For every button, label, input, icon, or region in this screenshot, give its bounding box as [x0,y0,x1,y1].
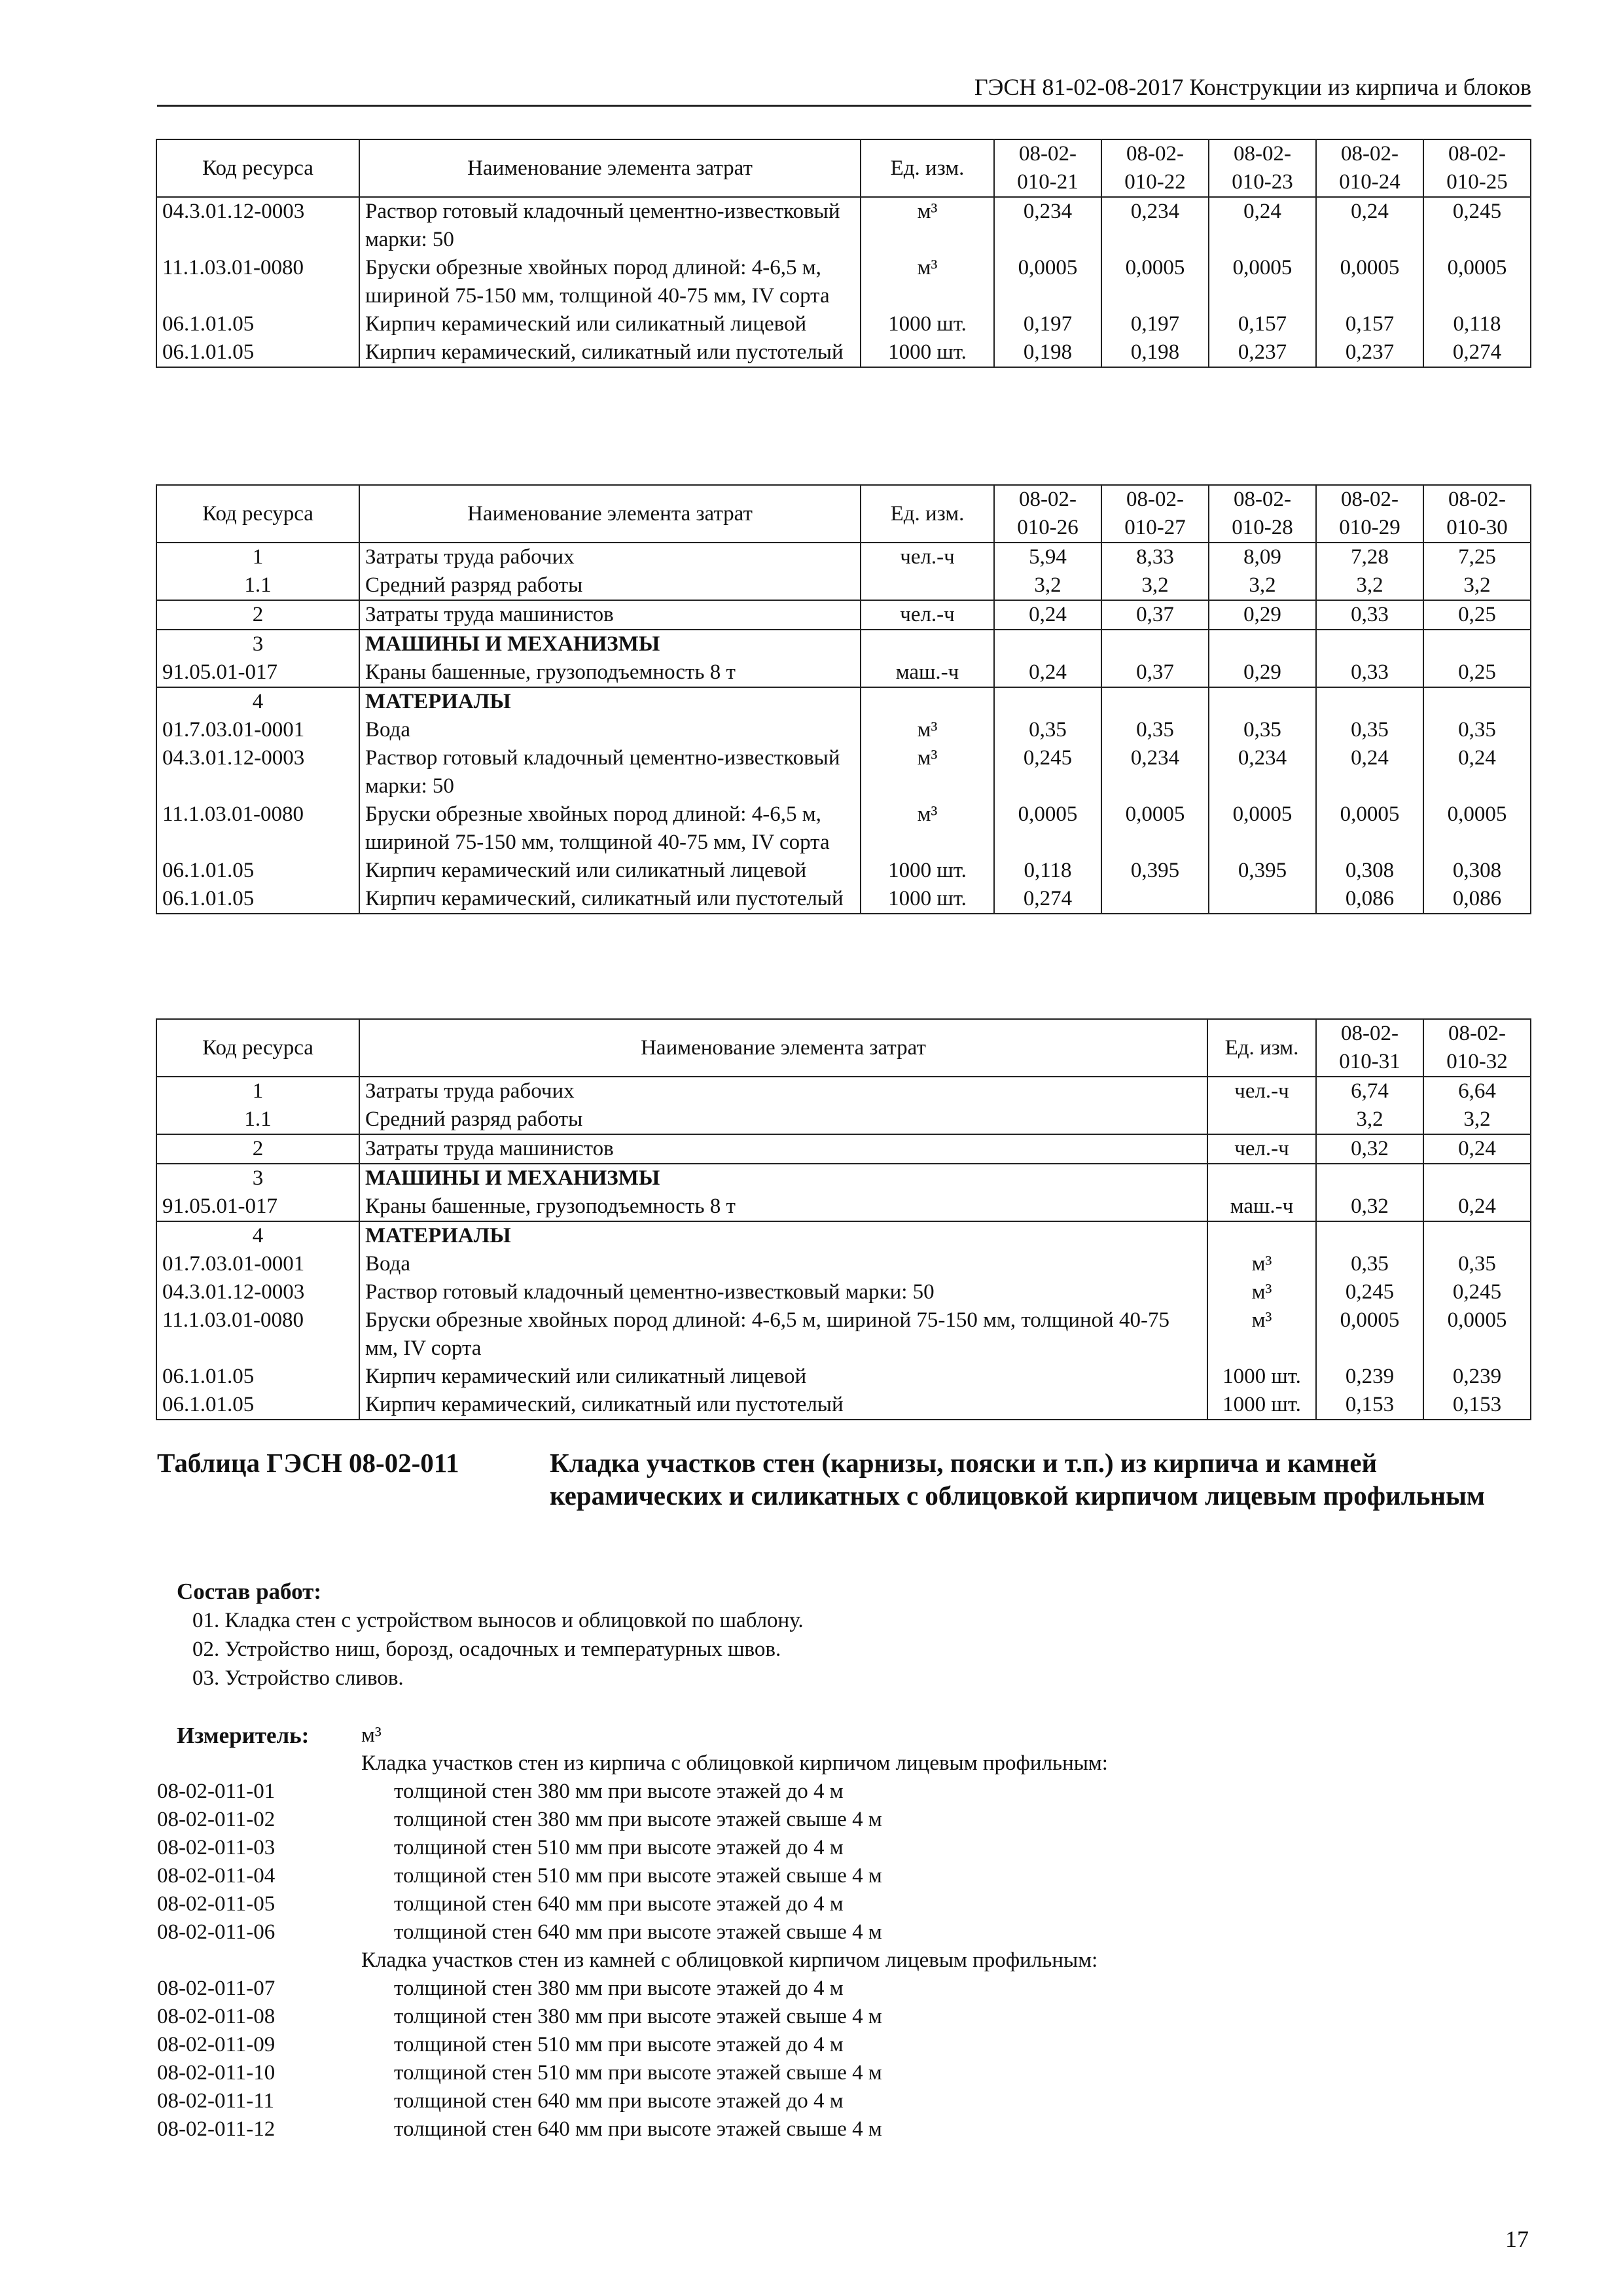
header-unit: Ед. изм. [861,485,994,543]
resource-value: 0,395 [1209,857,1316,885]
resource-value: 0,153 [1316,1391,1423,1420]
header-col: 08-02-010-28 [1209,485,1316,543]
table-row [156,197,1531,254]
resource-value: 0,234 [1101,744,1209,800]
resource-value: 0,308 [1423,857,1531,885]
norm-description: толщиной стен 640 мм при высоте этажей до 4 м [394,1892,844,1916]
resource-name: МАШИНЫ И МЕХАНИЗМЫ [359,1164,1207,1193]
resource-unit [1207,1164,1316,1193]
resource-value: 0,118 [1423,310,1531,338]
table-row [156,338,1531,367]
resource-name: Кирпич керамический или силикатный лицевой [359,857,861,885]
resource-value: 3,2 [1209,571,1316,600]
table-row [156,1306,1531,1363]
resource-value [994,630,1101,658]
resource-value [1209,630,1316,658]
norm-description: толщиной стен 380 мм при высоте этажей до 4 м [394,1977,844,2000]
table-row [156,1134,1531,1164]
table-row [156,800,1531,857]
resource-value [1101,885,1209,914]
resource-table-1 [156,139,1531,368]
table-row [156,543,1531,571]
list-item [157,2031,1531,2059]
resource-value: 0,308 [1316,857,1423,885]
list-item [157,1975,1531,2003]
list-item [157,1890,1531,1918]
resource-name: МАШИНЫ И МЕХАНИЗМЫ [359,630,861,658]
list-item [157,1778,1531,1806]
norm-description: толщиной стен 380 мм при высоте этажей до 4 м [394,1780,844,1803]
resource-unit: маш.-ч [861,658,994,687]
list-item [157,1862,1531,1890]
resource-value: 0,35 [1101,716,1209,744]
resource-value: 0,0005 [1316,800,1423,857]
table-row [156,254,1531,310]
resource-unit [861,687,994,716]
meter-unit: м³ [361,1723,382,1747]
resource-code: 1 [156,1077,359,1105]
resource-value: 0,0005 [1316,1306,1423,1363]
resource-value: 0,24 [1423,1193,1531,1221]
resource-value: 0,0005 [1209,800,1316,857]
works-item: 03. Устройство сливов. [192,1666,404,1690]
resource-unit: чел.-ч [861,600,994,630]
resource-unit: м³ [861,744,994,800]
resource-name: Кирпич керамический, силикатный или пустотелый [359,885,861,914]
norm-description: толщиной стен 640 мм при высоте этажей свыше 4 м [394,2117,882,2141]
resource-value: 0,33 [1316,600,1423,630]
resource-value [1101,687,1209,716]
resource-code: 04.3.01.12-0003 [156,197,359,254]
resource-value: 0,274 [1423,338,1531,367]
header-col: 08-02-010-24 [1316,139,1423,197]
norm-code: 08-02-011-12 [157,2117,276,2141]
works-label: Состав работ: [177,1579,321,1604]
header-col: 08-02-010-25 [1423,139,1531,197]
resource-value: 0,35 [1316,716,1423,744]
resource-value [1316,630,1423,658]
resource-name: МАТЕРИАЛЫ [359,687,861,716]
page-header [157,73,1531,107]
resource-value: 0,24 [1316,197,1423,254]
resource-unit [1207,1105,1316,1134]
resource-code: 04.3.01.12-0003 [156,744,359,800]
resource-name: Средний разряд работы [359,1105,1207,1134]
resource-value: 0,234 [1101,197,1209,254]
resource-value: 0,32 [1316,1193,1423,1221]
resource-value: 0,25 [1423,658,1531,687]
resource-value: 6,74 [1316,1077,1423,1105]
header-col: 08-02-010-32 [1423,1019,1531,1077]
resource-name: Затраты труда рабочих [359,543,861,571]
header-col: 08-02-010-29 [1316,485,1423,543]
resource-value: 0,29 [1209,600,1316,630]
resource-name: Раствор готовый кладочный цементно-известковый марки: 50 [359,1278,1207,1306]
resource-unit: м³ [861,800,994,857]
resource-value: 0,157 [1316,310,1423,338]
resource-value: 0,245 [994,744,1101,800]
resource-value [1423,1164,1531,1193]
resource-value: 3,2 [1423,571,1531,600]
resource-value: 0,0005 [1101,800,1209,857]
table-row [156,1391,1531,1420]
resource-code: 11.1.03.01-0080 [156,800,359,857]
norm-code: 08-02-011-04 [157,1864,276,1888]
resource-unit [1207,1221,1316,1250]
resource-value [1423,687,1531,716]
resource-name: Кирпич керамический, силикатный или пустотелый [359,1391,1207,1420]
norm-description: толщиной стен 510 мм при высоте этажей свыше 4 м [394,2061,882,2085]
resource-value: 0,0005 [994,800,1101,857]
resource-value: 0,32 [1316,1134,1423,1164]
resource-name: Затраты труда машинистов [359,600,861,630]
resource-value: 7,25 [1423,543,1531,571]
resource-value: 8,33 [1101,543,1209,571]
resource-value: 3,2 [1101,571,1209,600]
resource-value: 0,35 [994,716,1101,744]
table-number: Таблица ГЭСН 08-02-011 [157,1448,459,1478]
header-code: Код ресурса [156,1019,359,1077]
table-row [156,571,1531,600]
resource-value: 0,198 [1101,338,1209,367]
norm-code: 08-02-011-08 [157,2005,276,2028]
resource-value: 0,245 [1316,1278,1423,1306]
resource-value: 0,086 [1316,885,1423,914]
resource-unit: м³ [1207,1306,1316,1363]
norm-code: 08-02-011-01 [157,1780,276,1803]
resource-value: 0,237 [1316,338,1423,367]
resource-value: 0,24 [1209,197,1316,254]
norm-code: 08-02-011-10 [157,2061,276,2085]
resource-code: 06.1.01.05 [156,338,359,367]
resource-value: 0,37 [1101,600,1209,630]
resource-value: 0,24 [1316,744,1423,800]
norm-description: толщиной стен 510 мм при высоте этажей до 4 м [394,1836,844,1859]
resource-value: 0,0005 [1423,800,1531,857]
resource-unit: м³ [861,254,994,310]
resource-value: 0,0005 [1423,1306,1531,1363]
table-row [156,1221,1531,1250]
resource-name: Краны башенные, грузоподъемность 8 т [359,1193,1207,1221]
resource-unit: 1000 шт. [861,857,994,885]
resource-code: 11.1.03.01-0080 [156,1306,359,1363]
resource-value: 0,37 [1101,658,1209,687]
resource-table-2 [156,484,1531,914]
resource-name: Краны башенные, грузоподъемность 8 т [359,658,861,687]
resource-name: Бруски обрезные хвойных пород длиной: 4-6,5 м, шириной 75-150 мм, толщиной 40-75 мм, IV сорта [359,800,861,857]
table-row [156,658,1531,687]
resource-unit: 1000 шт. [861,885,994,914]
resource-code: 3 [156,630,359,658]
resource-value [1316,687,1423,716]
norm-code: 08-02-011-03 [157,1836,276,1859]
resource-name: Бруски обрезные хвойных пород длиной: 4-6,5 м, шириной 75-150 мм, толщиной 40-75 мм, IV сорта [359,1306,1207,1363]
resource-value: 7,28 [1316,543,1423,571]
resource-unit: м³ [1207,1250,1316,1278]
resource-code: 3 [156,1164,359,1193]
resource-value: 0,395 [1101,857,1209,885]
header-name: Наименование элемента затрат [359,1019,1207,1077]
works-item: 01. Кладка стен с устройством выносов и облицовкой по шаблону. [192,1609,804,1632]
meter-group-heading: Кладка участков стен из кирпича с облицовкой кирпичом лицевым профильным: [361,1751,1108,1775]
resource-value: 0,274 [994,885,1101,914]
resource-value: 0,33 [1316,658,1423,687]
resource-value: 0,24 [1423,1134,1531,1164]
resource-code: 01.7.03.01-0001 [156,1250,359,1278]
resource-code: 1.1 [156,571,359,600]
resource-value: 0,237 [1209,338,1316,367]
resource-code: 04.3.01.12-0003 [156,1278,359,1306]
header-col: 08-02-010-27 [1101,485,1209,543]
resource-code: 1.1 [156,1105,359,1134]
resource-value: 0,29 [1209,658,1316,687]
norm-code: 08-02-011-05 [157,1892,276,1916]
norm-description: толщиной стен 640 мм при высоте этажей свыше 4 м [394,1920,882,1944]
resource-code: 06.1.01.05 [156,885,359,914]
resource-value: 0,153 [1423,1391,1531,1420]
norm-description: толщиной стен 380 мм при высоте этажей свыше 4 м [394,2005,882,2028]
resource-value: 0,0005 [1316,254,1423,310]
resource-value: 3,2 [994,571,1101,600]
resource-value: 0,245 [1423,1278,1531,1306]
resource-code: 4 [156,1221,359,1250]
resource-value: 0,35 [1316,1250,1423,1278]
header-col: 08-02-010-30 [1423,485,1531,543]
resource-value: 0,197 [1101,310,1209,338]
resource-value: 0,35 [1423,1250,1531,1278]
resource-value: 0,157 [1209,310,1316,338]
resource-unit: чел.-ч [1207,1134,1316,1164]
resource-name: Раствор готовый кладочный цементно-известковый марки: 50 [359,197,861,254]
resource-value: 0,239 [1423,1363,1531,1391]
list-item [157,1834,1531,1862]
resource-code: 4 [156,687,359,716]
resource-value: 0,198 [994,338,1101,367]
meter-label: Измеритель: [177,1723,310,1748]
resource-unit: чел.-ч [861,543,994,571]
resource-value [1316,1221,1423,1250]
resource-code: 1 [156,543,359,571]
resource-unit: м³ [861,197,994,254]
header-name: Наименование элемента затрат [359,485,861,543]
resource-value [1209,687,1316,716]
list-item [157,2059,1531,2087]
table-row [156,310,1531,338]
resource-code: 06.1.01.05 [156,1363,359,1391]
norm-code: 08-02-011-06 [157,1920,276,1944]
resource-value: 0,239 [1316,1363,1423,1391]
resource-value: 0,35 [1423,716,1531,744]
header-name: Наименование элемента затрат [359,139,861,197]
resource-unit [861,571,994,600]
meter-group-heading: Кладка участков стен из камней с облицовкой кирпичом лицевым профильным: [361,1948,1098,1972]
resource-code: 06.1.01.05 [156,310,359,338]
resource-name: Кирпич керамический, силикатный или пустотелый [359,338,861,367]
resource-unit: 1000 шт. [861,338,994,367]
resource-value: 0,118 [994,857,1101,885]
resource-value: 8,09 [1209,543,1316,571]
table-row [156,857,1531,885]
list-item [157,2087,1531,2115]
resource-value: 3,2 [1316,1105,1423,1134]
norm-description: толщиной стен 380 мм при высоте этажей свыше 4 м [394,1808,882,1831]
resource-unit: маш.-ч [1207,1193,1316,1221]
header-code: Код ресурса [156,139,359,197]
table-row [156,630,1531,658]
resource-name: Затраты труда рабочих [359,1077,1207,1105]
resource-code: 06.1.01.05 [156,1391,359,1420]
table-row [156,1105,1531,1134]
header-unit: Ед. изм. [861,139,994,197]
works-item: 02. Устройство ниш, борозд, осадочных и температурных швов. [192,1638,781,1661]
resource-value: 6,64 [1423,1077,1531,1105]
resource-value: 0,234 [994,197,1101,254]
resource-value: 0,24 [1423,744,1531,800]
table-row [156,1077,1531,1105]
meter-group [157,1749,1531,1778]
resource-code: 01.7.03.01-0001 [156,716,359,744]
header-col: 08-02-010-23 [1209,139,1316,197]
resource-value [1316,1164,1423,1193]
resource-code: 91.05.01-017 [156,1193,359,1221]
resource-code: 11.1.03.01-0080 [156,254,359,310]
resource-name: Средний разряд работы [359,571,861,600]
norm-description: толщиной стен 510 мм при высоте этажей до 4 м [394,2033,844,2056]
list-item [157,1918,1531,1946]
resource-unit: 1000 шт. [861,310,994,338]
resource-unit: м³ [861,716,994,744]
resource-name: Вода [359,1250,1207,1278]
resource-unit: 1000 шт. [1207,1391,1316,1420]
resource-value: 3,2 [1423,1105,1531,1134]
list-item [157,2003,1531,2031]
header-unit: Ед. изм. [1207,1019,1316,1077]
resource-value: 5,94 [994,543,1101,571]
table-row [156,1278,1531,1306]
work-composition [177,1577,804,1693]
meter-group [157,1946,1531,1975]
resource-value: 0,35 [1209,716,1316,744]
resource-name: МАТЕРИАЛЫ [359,1221,1207,1250]
table-row [156,687,1531,716]
resource-value: 0,24 [994,658,1101,687]
header-code: Код ресурса [156,485,359,543]
table-row [156,600,1531,630]
header-col: 08-02-010-22 [1101,139,1209,197]
header-col: 08-02-010-31 [1316,1019,1423,1077]
resource-table-3 [156,1018,1531,1420]
resource-name: Вода [359,716,861,744]
table-row [156,716,1531,744]
resource-value [1101,630,1209,658]
resource-unit: чел.-ч [1207,1077,1316,1105]
header-col: 08-02-010-21 [994,139,1101,197]
header-title: ГЭСН 81-02-08-2017 Конструкции из кирпича и блоков [974,74,1531,100]
table-row [156,744,1531,800]
resource-unit: м³ [1207,1278,1316,1306]
norm-code: 08-02-011-11 [157,2089,275,2113]
resource-code: 06.1.01.05 [156,857,359,885]
list-item [157,1806,1531,1834]
resource-value: 0,0005 [994,254,1101,310]
resource-value: 0,24 [994,600,1101,630]
norm-code: 08-02-011-07 [157,1977,276,2000]
table-row [156,1250,1531,1278]
table-row [156,1193,1531,1221]
resource-unit: 1000 шт. [1207,1363,1316,1391]
table-row [156,885,1531,914]
table-row [156,1363,1531,1391]
resource-unit [861,630,994,658]
resource-value [1209,885,1316,914]
resource-name: Бруски обрезные хвойных пород длиной: 4-6,5 м, шириной 75-150 мм, толщиной 40-75 мм, IV сорта [359,254,861,310]
resource-value: 0,25 [1423,600,1531,630]
resource-code: 2 [156,600,359,630]
norm-description: толщиной стен 510 мм при высоте этажей свыше 4 м [394,1864,882,1888]
table-title: Кладка участков стен (карнизы, пояски и т.п.) из кирпича и камней керамических и силикатных с облицовкой кирпичом лицевым профильным [550,1448,1485,1511]
resource-value: 0,0005 [1209,254,1316,310]
resource-name: Кирпич керамический или силикатный лицевой [359,1363,1207,1391]
page-number: 17 [1505,2226,1529,2252]
header-col: 08-02-010-26 [994,485,1101,543]
resource-value: 0,197 [994,310,1101,338]
resource-name: Затраты труда машинистов [359,1134,1207,1164]
norm-code: 08-02-011-02 [157,1808,276,1831]
resource-name: Раствор готовый кладочный цементно-известковый марки: 50 [359,744,861,800]
resource-value [994,687,1101,716]
resource-value: 0,086 [1423,885,1531,914]
resource-value [1423,630,1531,658]
norm-code: 08-02-011-09 [157,2033,276,2056]
resource-value: 0,234 [1209,744,1316,800]
list-item [157,2115,1531,2144]
resource-value: 0,245 [1423,197,1531,254]
resource-code: 91.05.01-017 [156,658,359,687]
resource-value: 3,2 [1316,571,1423,600]
resource-value: 0,0005 [1423,254,1531,310]
resource-value: 0,0005 [1101,254,1209,310]
table-row [156,1164,1531,1193]
resource-code: 2 [156,1134,359,1164]
norm-description: толщиной стен 640 мм при высоте этажей до 4 м [394,2089,844,2113]
resource-name: Кирпич керамический или силикатный лицевой [359,310,861,338]
meter-section [157,1721,1531,2144]
resource-value [1423,1221,1531,1250]
